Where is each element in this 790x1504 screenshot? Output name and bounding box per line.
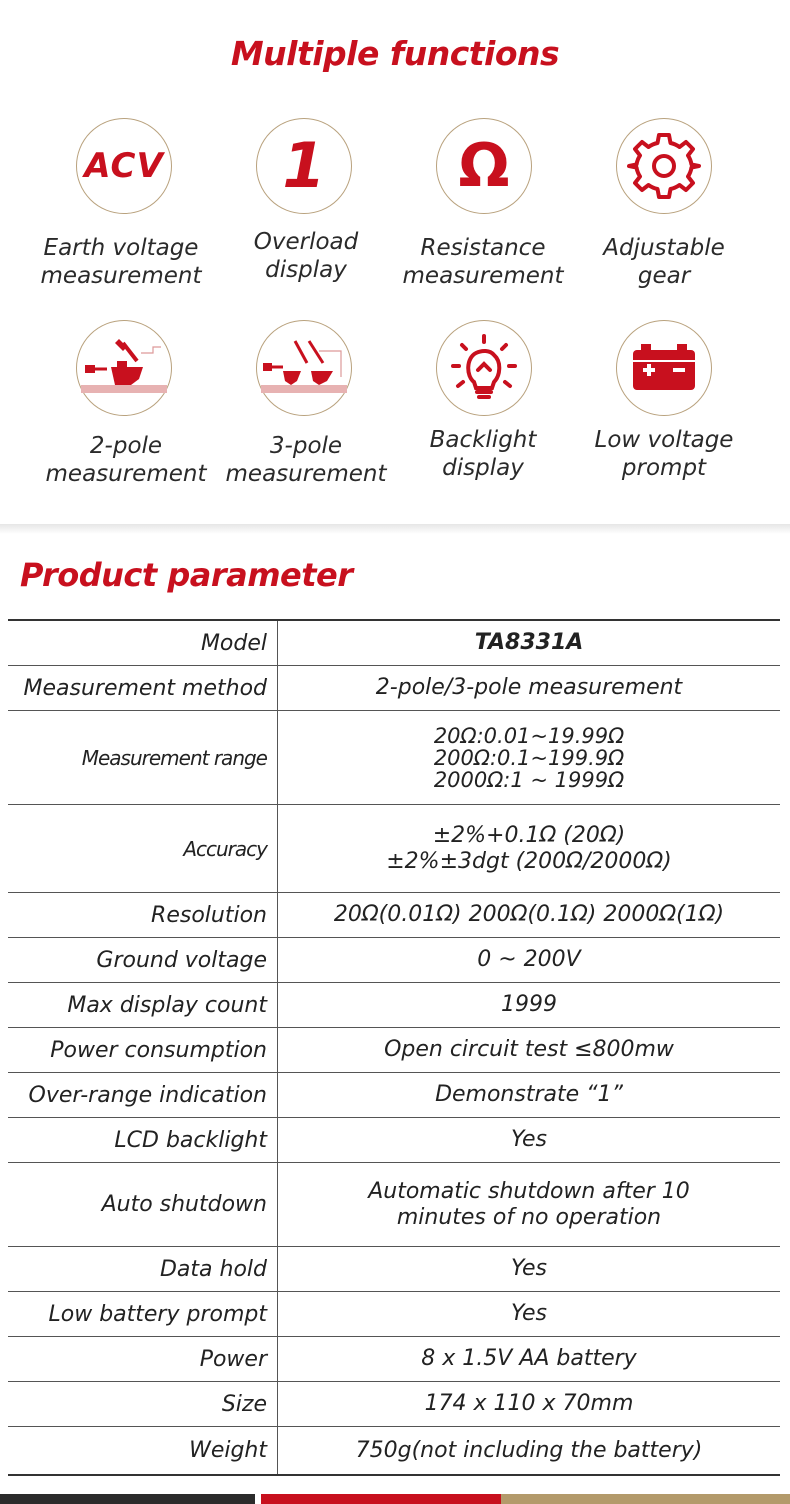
param-key: LCD backlight xyxy=(16,1118,278,1162)
table-row xyxy=(8,1382,780,1427)
table-row xyxy=(8,983,780,1028)
two-pole-probe-icon xyxy=(76,320,172,416)
param-key: Data hold xyxy=(16,1247,278,1291)
param-value: 0 ~ 200V xyxy=(477,947,581,972)
three-pole-probe-icon xyxy=(256,320,352,416)
param-key: Measurement method xyxy=(16,666,278,710)
param-key: Low battery prompt xyxy=(16,1292,278,1336)
param-key: Measurement range xyxy=(16,711,278,804)
table-row xyxy=(8,1337,780,1382)
param-value: 8 x 1.5V AA battery xyxy=(421,1346,637,1371)
param-key: Max display count xyxy=(16,983,278,1027)
param-key: Accuracy xyxy=(16,805,278,892)
param-value: 20Ω(0.01Ω) 200Ω(0.1Ω) 2000Ω(1Ω) xyxy=(333,902,725,927)
functions-section xyxy=(0,0,790,526)
functions-title: Multiple functions xyxy=(230,34,560,73)
param-key: Power xyxy=(16,1337,278,1381)
param-value: 1999 xyxy=(501,992,557,1017)
param-key: Ground voltage xyxy=(16,938,278,982)
table-row xyxy=(8,805,780,893)
table-row xyxy=(8,1292,780,1337)
param-key: Weight xyxy=(16,1427,278,1474)
overload-1-icon: 1 xyxy=(256,118,352,214)
footer-bar-red xyxy=(261,1494,501,1504)
footer-bar-gold xyxy=(501,1494,790,1504)
table-row xyxy=(8,1028,780,1073)
param-key: Resolution xyxy=(16,893,278,937)
param-key: Over-range indication xyxy=(16,1073,278,1117)
table-row xyxy=(8,666,780,711)
table-row xyxy=(8,893,780,938)
param-key: Model xyxy=(16,621,278,665)
section-divider xyxy=(0,524,790,534)
lightbulb-icon xyxy=(436,320,532,416)
parameter-table xyxy=(8,619,780,1476)
feature-label-3-pole: 3-pole measurement xyxy=(225,433,387,487)
table-row xyxy=(8,1163,780,1247)
footer-bar-dark xyxy=(0,1494,255,1504)
feature-label-low-voltage: Low voltage prompt xyxy=(594,427,734,481)
omega-icon: Ω xyxy=(436,118,532,214)
param-value: TA8331A xyxy=(474,630,584,655)
param-value: Open circuit test ≤800mw xyxy=(384,1037,674,1062)
param-value: 2-pole/3-pole measurement xyxy=(375,675,683,700)
param-value: 174 x 110 x 70mm xyxy=(424,1391,634,1416)
param-key: Size xyxy=(16,1382,278,1426)
table-row xyxy=(8,1427,780,1474)
table-row xyxy=(8,621,780,666)
table-row xyxy=(8,1118,780,1163)
param-value: Yes xyxy=(510,1301,548,1326)
gear-icon xyxy=(616,118,712,214)
param-value: Yes xyxy=(510,1127,548,1152)
param-value: Yes xyxy=(510,1256,548,1281)
param-key: Power consumption xyxy=(16,1028,278,1072)
param-value: ±2%+0.1Ω (20Ω) ±2%±3dgt (200Ω/2000Ω) xyxy=(386,822,672,874)
param-key: Auto shutdown xyxy=(16,1163,278,1246)
table-row xyxy=(8,711,780,805)
footer-color-bar xyxy=(0,1494,790,1504)
feature-label-backlight: Backlight display xyxy=(429,427,537,481)
parameters-title: Product parameter xyxy=(20,556,353,594)
feature-label-resistance: Resistance measurement xyxy=(402,235,564,289)
battery-icon xyxy=(616,320,712,416)
table-row xyxy=(8,938,780,983)
feature-label-earth-voltage: Earth voltage measurement xyxy=(40,235,202,289)
feature-label-overload: Overload display xyxy=(253,229,359,283)
table-row xyxy=(8,1247,780,1292)
feature-label-adjustable-gear: Adjustable gear xyxy=(603,235,725,289)
table-row xyxy=(8,1073,780,1118)
param-value: 750g(not including the battery) xyxy=(355,1437,703,1463)
feature-label-2-pole: 2-pole measurement xyxy=(45,433,207,487)
param-value: Demonstrate “1” xyxy=(435,1082,623,1107)
acv-icon: ACV xyxy=(76,118,172,214)
param-value: 20Ω:0.01~19.99Ω 200Ω:0.1~199.9Ω 2000Ω:1 ~ 1999Ω xyxy=(433,723,625,792)
param-value: Automatic shutdown after 10 minutes of no operation xyxy=(368,1178,690,1230)
